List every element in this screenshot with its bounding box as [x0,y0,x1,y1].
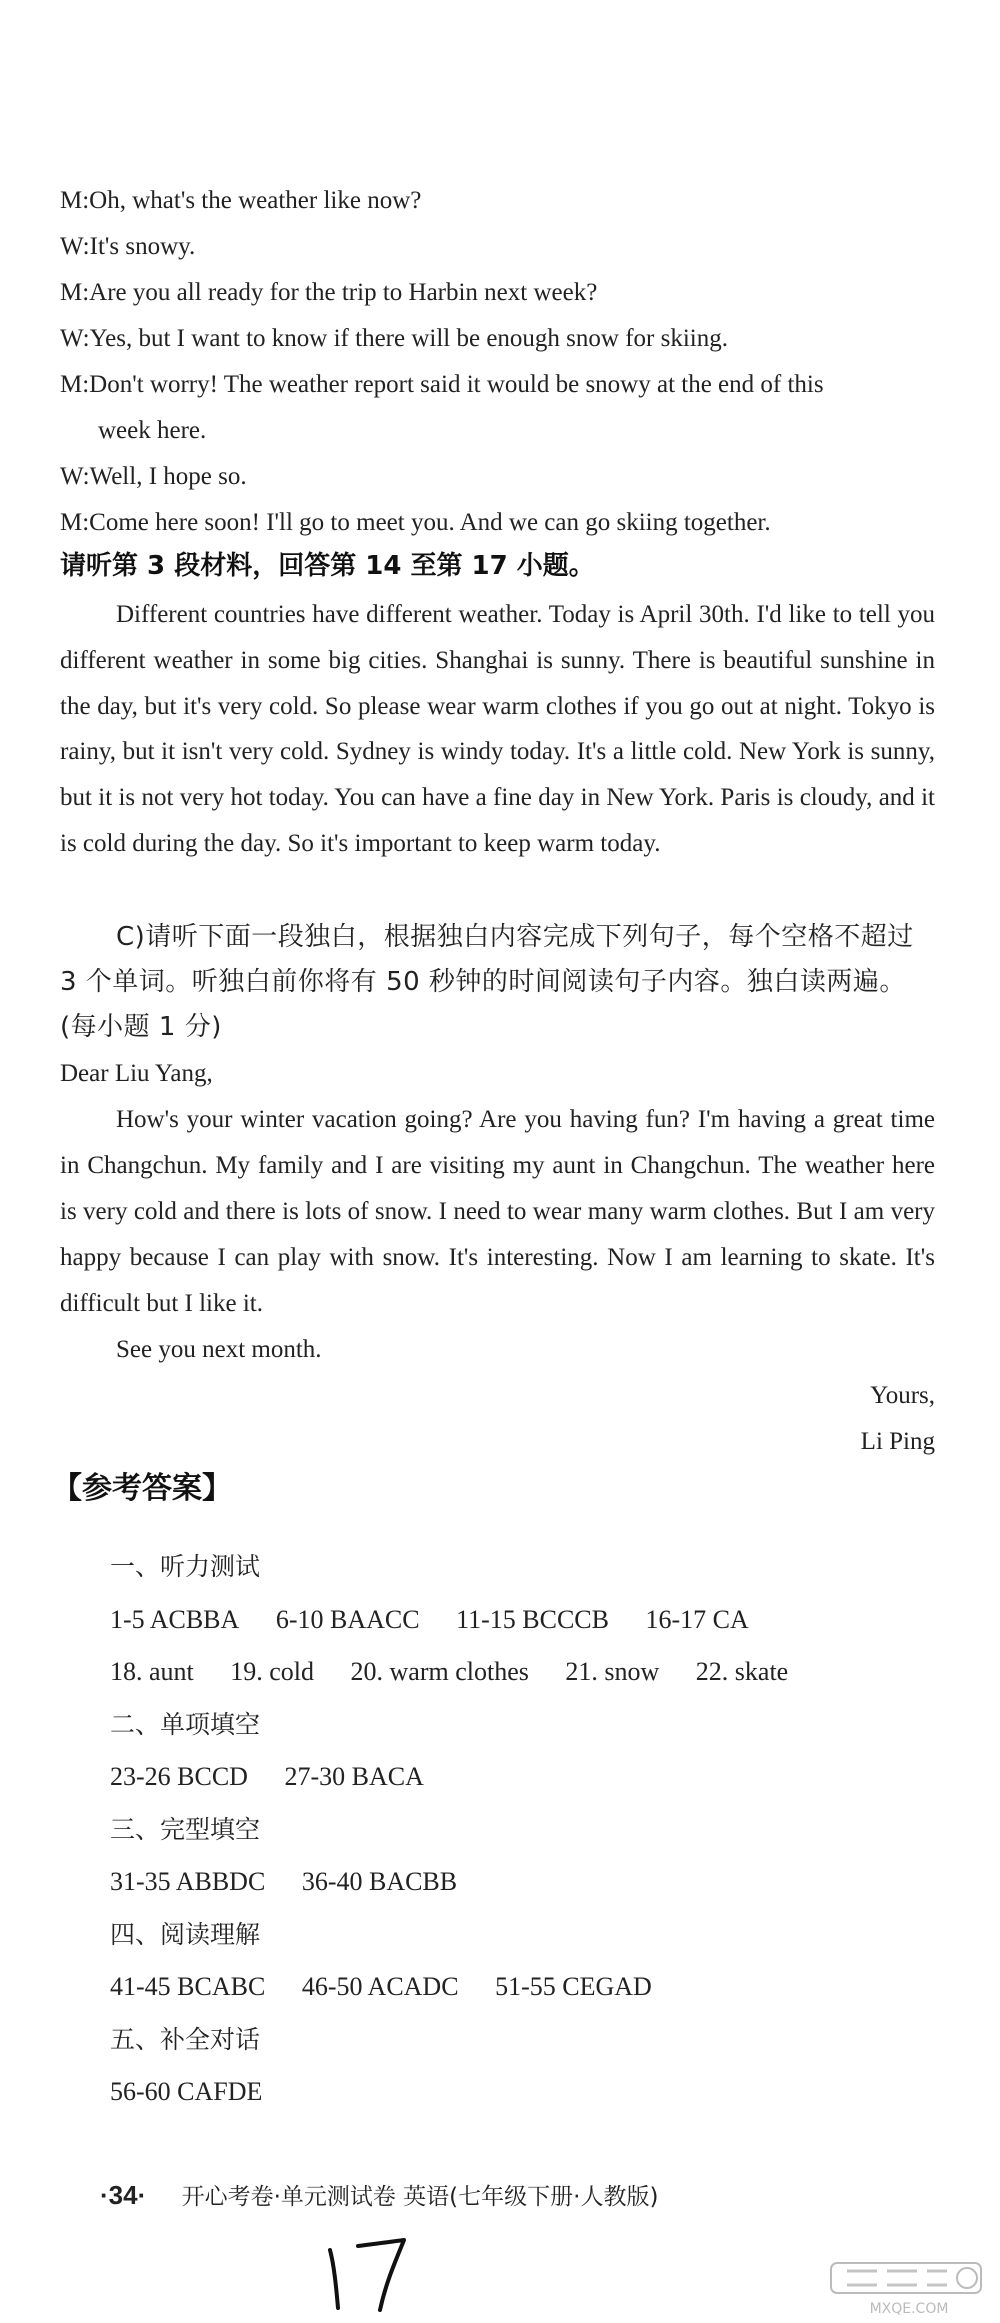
answer-group: 6-10 BAACC [275,1604,420,1634]
answer-category: 二、单项填空 [110,1709,261,1739]
answer-group: 22. skate [695,1657,789,1686]
handwritten-number [318,2230,428,2315]
answer-category: 四、阅读理解 [110,1919,261,1949]
dialogue-line: W:Well, I hope so. [60,463,247,490]
dialogue-line: M:Don't worry! The weather report said it would be snowy at the end of this [60,371,824,398]
answer-key [110,1541,930,2119]
footer-title: 开心考卷·单元测试卷 英语(七年级下册·人教版) [181,2184,659,2210]
answer-group: 41-45 BCABC [110,1972,266,2001]
answers-title: 【参考答案】 [52,1471,232,1506]
answer-group: 51-55 CEGAD [495,1972,652,2001]
page-footer [100,2175,658,2217]
dialogue-line: W:It's snowy. [60,233,196,260]
answer-group: 31-35 ABBDC [110,1867,266,1896]
page-number: ·34· [100,2180,147,2210]
dialogue-line: M:Come here soon! I'll go to meet you. And we can go skiing together. [60,509,771,536]
dialogue-line: week here. [98,417,207,444]
letter-body: How's your winter vacation going? Are you having fun? I'm having a great time in Changchun. My family and I are visiting my aunt in Changchun. The weather here is very cold and there is lots of snow. I need to wear many warm clothes. But I am very happy because I can play with snow. It's interesting. Now I am learning to skate. It's difficult but I like it. [60,1106,935,1317]
dialogue-line: M:Oh, what's the weather like now? [60,187,422,214]
answer-row [110,1856,930,1909]
answer-row [110,1961,930,2014]
answer-group: 20. warm clothes [350,1657,529,1686]
answer-row [110,2066,930,2119]
answer-row [110,1646,930,1699]
watermark-logo [827,2259,992,2319]
instruction-c: C)请听下面一段独白，根据独白内容完成下列句子，每个空格不超过 3 个单词。听独白前你将有 50 秒钟的时间阅读句子内容。独白读两遍。(每小题 1 分) [60,922,914,1042]
answer-group: 21. snow [565,1657,660,1686]
letter-signature: Li Ping [860,1428,935,1455]
answer-group: 36-40 BACBB [301,1867,458,1896]
answer-row [110,1751,930,1804]
answer-group: 19. cold [230,1657,315,1686]
answer-group: 46-50 ACADC [301,1972,459,2001]
answer-category: 一、听力测试 [110,1552,261,1581]
letter-salutation: Dear Liu Yang, [60,1060,213,1087]
letter-signoff: Yours, [870,1382,935,1409]
weather-passage: Different countries have different weather. Today is April 30th. I'd like to tell you different weather in some big cities. Shanghai is sunny. There is beautiful sunshine in the day, but it's very cold. So please wear warm clothes if you go out at night. Tokyo is rainy, but it isn't very cold. Sydney is windy today. It's a little cold. New York is sunny, but it is not very hot today. You can have a fine day in New York. Paris is cloudy, and it is cold during the day. So it's important to keep warm today. [60,601,935,857]
answer-category: 三、完型填空 [110,1814,261,1844]
answer-row [110,1594,930,1647]
section3-heading: 请听第 3 段材料，回答第 14 至第 17 小题。 [60,551,595,581]
answer-group: 23-26 BCCD [110,1762,248,1791]
answer-group: 1-5 ACBBA [110,1604,240,1634]
dialogue-line: W:Yes, but I want to know if there will be enough snow for skiing. [60,325,728,352]
dialogue-section [60,178,940,546]
letter [60,1051,935,1465]
watermark-text: MXQE.COM [869,2301,949,2317]
answer-group: 18. aunt [110,1657,194,1686]
answer-category: 五、补全对话 [110,2024,261,2054]
answer-group: 16-17 CA [645,1604,749,1634]
letter-closing: See you next month. [116,1336,322,1363]
answer-group: 56-60 CAFDE [110,2077,263,2106]
answer-group: 11-15 BCCCB [456,1604,609,1634]
answer-group: 27-30 BACA [284,1762,424,1791]
dialogue-line: M:Are you all ready for the trip to Harbin next week? [60,279,598,306]
